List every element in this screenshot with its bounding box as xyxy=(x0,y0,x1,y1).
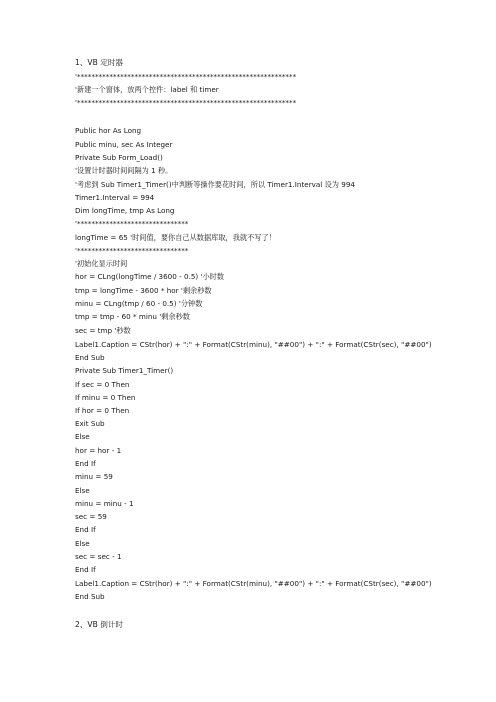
comment-line: '******************************* xyxy=(75,246,189,255)
code-line: longTime = 65 '时间值，要你自己从数据库取，我就不写了！ xyxy=(75,233,276,242)
code-line: sec = sec - 1 xyxy=(75,552,122,561)
code-line: Timer1.Interval = 994 xyxy=(75,193,155,202)
code-line: If hor = 0 Then xyxy=(75,406,130,415)
code-line: Label1.Caption = CStr(hor) + ":" + Format(CStr(minu), "##00") + ":" + Format(CStr(sec), "##00") xyxy=(75,579,432,588)
code-line: tmp = longTime - 3600 * hor '剩余秒数 xyxy=(75,286,212,295)
comment-line: '新建一个窗体，放两个控件：label 和 timer xyxy=(75,85,219,94)
code-line: Public hor As Long xyxy=(75,126,142,135)
comment-line: '设置计时器时间间隔为 1 秒。 xyxy=(75,166,173,175)
code-line: End Sub xyxy=(75,353,105,362)
code-line: If sec = 0 Then xyxy=(75,380,130,389)
code-line: Public minu, sec As Integer xyxy=(75,140,173,149)
code-line: sec = 59 xyxy=(75,512,107,521)
comment-line: '******************************* xyxy=(75,219,189,228)
code-line: Else xyxy=(75,486,90,495)
code-line: End If xyxy=(75,565,96,574)
comment-line: '************************************************************* xyxy=(75,98,297,107)
comment-line: '初始化显示时间 xyxy=(75,259,128,268)
code-line: tmp = tmp - 60 * minu '剩余秒数 xyxy=(75,312,190,321)
code-line: Private Sub Timer1_Timer() xyxy=(75,366,174,375)
code-line: minu = CLng(tmp / 60 - 0.5) '分钟数 xyxy=(75,299,203,308)
code-line: Else xyxy=(75,432,90,441)
code-line: minu = minu - 1 xyxy=(75,499,134,508)
code-line: hor = CLng(longTime / 3600 - 0.5) '小时数 xyxy=(75,272,225,281)
code-line: End Sub xyxy=(75,592,105,601)
comment-line: '************************************************************* xyxy=(75,72,297,81)
code-line: minu = 59 xyxy=(75,472,113,481)
code-line: End If xyxy=(75,525,96,534)
code-line: Private Sub Form_Load() xyxy=(75,153,163,162)
code-line: Exit Sub xyxy=(75,419,105,428)
code-line: If minu = 0 Then xyxy=(75,393,136,402)
code-line: End If xyxy=(75,459,96,468)
code-line: Label1.Caption = CStr(hor) + ":" + Format(CStr(minu), "##00") + ":" + Format(CStr(sec), "##00") xyxy=(75,340,432,349)
section-heading: 1、VB 定时器 xyxy=(75,58,124,67)
code-line: Else xyxy=(75,539,90,548)
code-line: sec = tmp '秒数 xyxy=(75,326,131,335)
code-line: hor = hor - 1 xyxy=(75,446,122,455)
code-line: Dim longTime, tmp As Long xyxy=(75,206,175,215)
section-heading: 2、VB 倒计时 xyxy=(75,620,124,629)
comment-line: '考虑到 Sub Timer1_Timer()中判断等操作要花时间，所以 Timer1.Interval 设为 994 xyxy=(75,180,355,189)
